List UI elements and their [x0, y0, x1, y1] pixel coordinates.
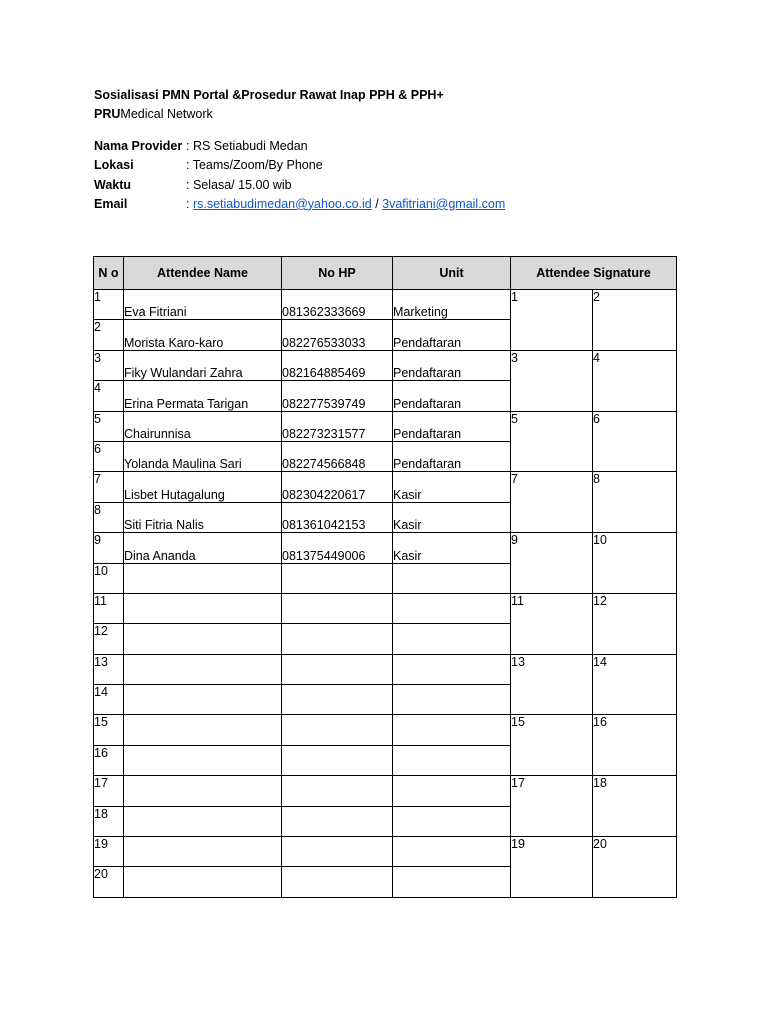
signature-cell: 7	[511, 472, 593, 533]
table-row	[94, 411, 677, 441]
signature-cell: 13	[511, 654, 593, 715]
provider-row	[94, 137, 505, 156]
header-no-hp: No HP	[282, 257, 393, 290]
phone-cell: 082164885469	[282, 350, 393, 380]
unit-cell: Marketing	[393, 290, 511, 320]
unit-cell	[393, 867, 511, 897]
attendee-name-cell: Erina Permata Tarigan	[124, 381, 282, 411]
table-header-row	[94, 257, 677, 290]
attendee-name-cell: Chairunnisa	[124, 411, 282, 441]
waktu-label: Waktu	[94, 177, 132, 192]
lokasi-label: Lokasi	[94, 158, 134, 173]
signature-cell: 16	[593, 715, 677, 776]
row-number: 11	[94, 593, 124, 623]
waktu-row	[94, 176, 505, 195]
phone-cell: 082276533033	[282, 320, 393, 350]
row-number: 19	[94, 837, 124, 867]
signature-cell: 3	[511, 350, 593, 411]
row-number: 20	[94, 867, 124, 897]
attendee-name-cell	[124, 715, 282, 745]
signature-cell: 15	[511, 715, 593, 776]
phone-cell	[282, 563, 393, 593]
row-number: 6	[94, 441, 124, 471]
unit-cell: Pendaftaran	[393, 350, 511, 380]
phone-cell: 082277539749	[282, 381, 393, 411]
attendee-name-cell: Yolanda Maulina Sari	[124, 441, 282, 471]
unit-cell: Pendaftaran	[393, 411, 511, 441]
signature-cell: 6	[593, 411, 677, 472]
unit-cell: Pendaftaran	[393, 381, 511, 411]
unit-cell	[393, 624, 511, 654]
attendee-name-cell	[124, 593, 282, 623]
attendee-name-cell: Eva Fitriani	[124, 290, 282, 320]
attendee-name-cell	[124, 745, 282, 775]
table-row	[94, 837, 677, 867]
row-number: 1	[94, 290, 124, 320]
phone-cell	[282, 806, 393, 836]
phone-cell	[282, 867, 393, 897]
email-separator: /	[371, 196, 383, 211]
row-number: 7	[94, 472, 124, 502]
row-number: 3	[94, 350, 124, 380]
header-unit: Unit	[393, 257, 511, 290]
unit-cell	[393, 563, 511, 593]
signature-cell: 9	[511, 533, 593, 594]
unit-cell: Pendaftaran	[393, 441, 511, 471]
info-block	[94, 137, 505, 214]
table-row	[94, 472, 677, 502]
waktu-value: : Selasa/ 15.00 wib	[186, 177, 292, 192]
header-no: N o	[94, 257, 124, 290]
document-subtitle	[94, 107, 213, 121]
phone-cell	[282, 654, 393, 684]
unit-cell	[393, 685, 511, 715]
unit-cell: Kasir	[393, 472, 511, 502]
attendee-name-cell: Dina Ananda	[124, 533, 282, 563]
signature-cell: 4	[593, 350, 677, 411]
signature-cell: 1	[511, 290, 593, 351]
attendee-table	[93, 256, 677, 898]
attendee-name-cell: Siti Fitria Nalis	[124, 502, 282, 532]
row-number: 13	[94, 654, 124, 684]
signature-cell: 11	[511, 593, 593, 654]
signature-cell: 5	[511, 411, 593, 472]
unit-cell	[393, 654, 511, 684]
phone-cell	[282, 593, 393, 623]
attendee-name-cell: Lisbet Hutagalung	[124, 472, 282, 502]
phone-cell	[282, 745, 393, 775]
phone-cell: 081361042153	[282, 502, 393, 532]
row-number: 17	[94, 776, 124, 806]
subtitle-rest-part: Medical Network	[120, 107, 213, 121]
header-attendee-signature: Attendee Signature	[511, 257, 677, 290]
signature-cell: 2	[593, 290, 677, 351]
lokasi-value: : Teams/Zoom/By Phone	[186, 158, 323, 173]
phone-cell	[282, 715, 393, 745]
attendee-name-cell: Morista Karo-karo	[124, 320, 282, 350]
unit-cell: Kasir	[393, 502, 511, 532]
unit-cell	[393, 715, 511, 745]
signature-cell: 14	[593, 654, 677, 715]
row-number: 14	[94, 685, 124, 715]
unit-cell	[393, 776, 511, 806]
attendee-name-cell	[124, 654, 282, 684]
row-number: 5	[94, 411, 124, 441]
signature-cell: 12	[593, 593, 677, 654]
attendee-name-cell	[124, 867, 282, 897]
phone-cell: 082274566848	[282, 441, 393, 471]
attendee-name-cell	[124, 685, 282, 715]
table-row	[94, 654, 677, 684]
header-attendee-name: Attendee Name	[124, 257, 282, 290]
phone-cell: 081375449006	[282, 533, 393, 563]
signature-cell: 19	[511, 837, 593, 898]
unit-cell	[393, 806, 511, 836]
attendee-name-cell	[124, 806, 282, 836]
unit-cell	[393, 745, 511, 775]
row-number: 10	[94, 563, 124, 593]
row-number: 16	[94, 745, 124, 775]
document-title: Sosialisasi PMN Portal &Prosedur Rawat Inap PPH & PPH+	[94, 88, 444, 102]
signature-cell: 18	[593, 776, 677, 837]
phone-cell	[282, 685, 393, 715]
table-row	[94, 290, 677, 320]
attendee-name-cell	[124, 837, 282, 867]
table-row	[94, 593, 677, 623]
unit-cell	[393, 837, 511, 867]
phone-cell	[282, 624, 393, 654]
provider-label: Nama Provider	[94, 139, 183, 153]
phone-cell: 082273231577	[282, 411, 393, 441]
row-number: 9	[94, 533, 124, 563]
phone-cell	[282, 776, 393, 806]
table-row	[94, 776, 677, 806]
unit-cell: Kasir	[393, 533, 511, 563]
signature-cell: 10	[593, 533, 677, 594]
subtitle-bold-part: PRU	[94, 107, 121, 121]
lokasi-row	[94, 156, 505, 175]
email-prefix: :	[186, 196, 193, 211]
phone-cell: 082304220617	[282, 472, 393, 502]
signature-cell: 20	[593, 837, 677, 898]
table-row	[94, 715, 677, 745]
attendee-name-cell: Fiky Wulandari Zahra	[124, 350, 282, 380]
email-row	[94, 195, 505, 214]
unit-cell	[393, 593, 511, 623]
phone-cell	[282, 837, 393, 867]
row-number: 18	[94, 806, 124, 836]
attendee-name-cell	[124, 776, 282, 806]
signature-cell: 17	[511, 776, 593, 837]
email-link-2[interactable]: 3vafitriani@gmail.com	[382, 196, 506, 211]
table-row	[94, 350, 677, 380]
attendee-name-cell	[124, 563, 282, 593]
row-number: 2	[94, 320, 124, 350]
unit-cell: Pendaftaran	[393, 320, 511, 350]
table-row	[94, 533, 677, 563]
email-link-1[interactable]: rs.setiabudimedan@yahoo.co.id	[192, 196, 372, 211]
row-number: 12	[94, 624, 124, 654]
row-number: 15	[94, 715, 124, 745]
row-number: 4	[94, 381, 124, 411]
attendee-name-cell	[124, 624, 282, 654]
provider-value: : RS Setiabudi Medan	[186, 139, 308, 153]
phone-cell: 081362333669	[282, 290, 393, 320]
signature-cell: 8	[593, 472, 677, 533]
row-number: 8	[94, 502, 124, 532]
email-label: Email	[94, 196, 128, 211]
